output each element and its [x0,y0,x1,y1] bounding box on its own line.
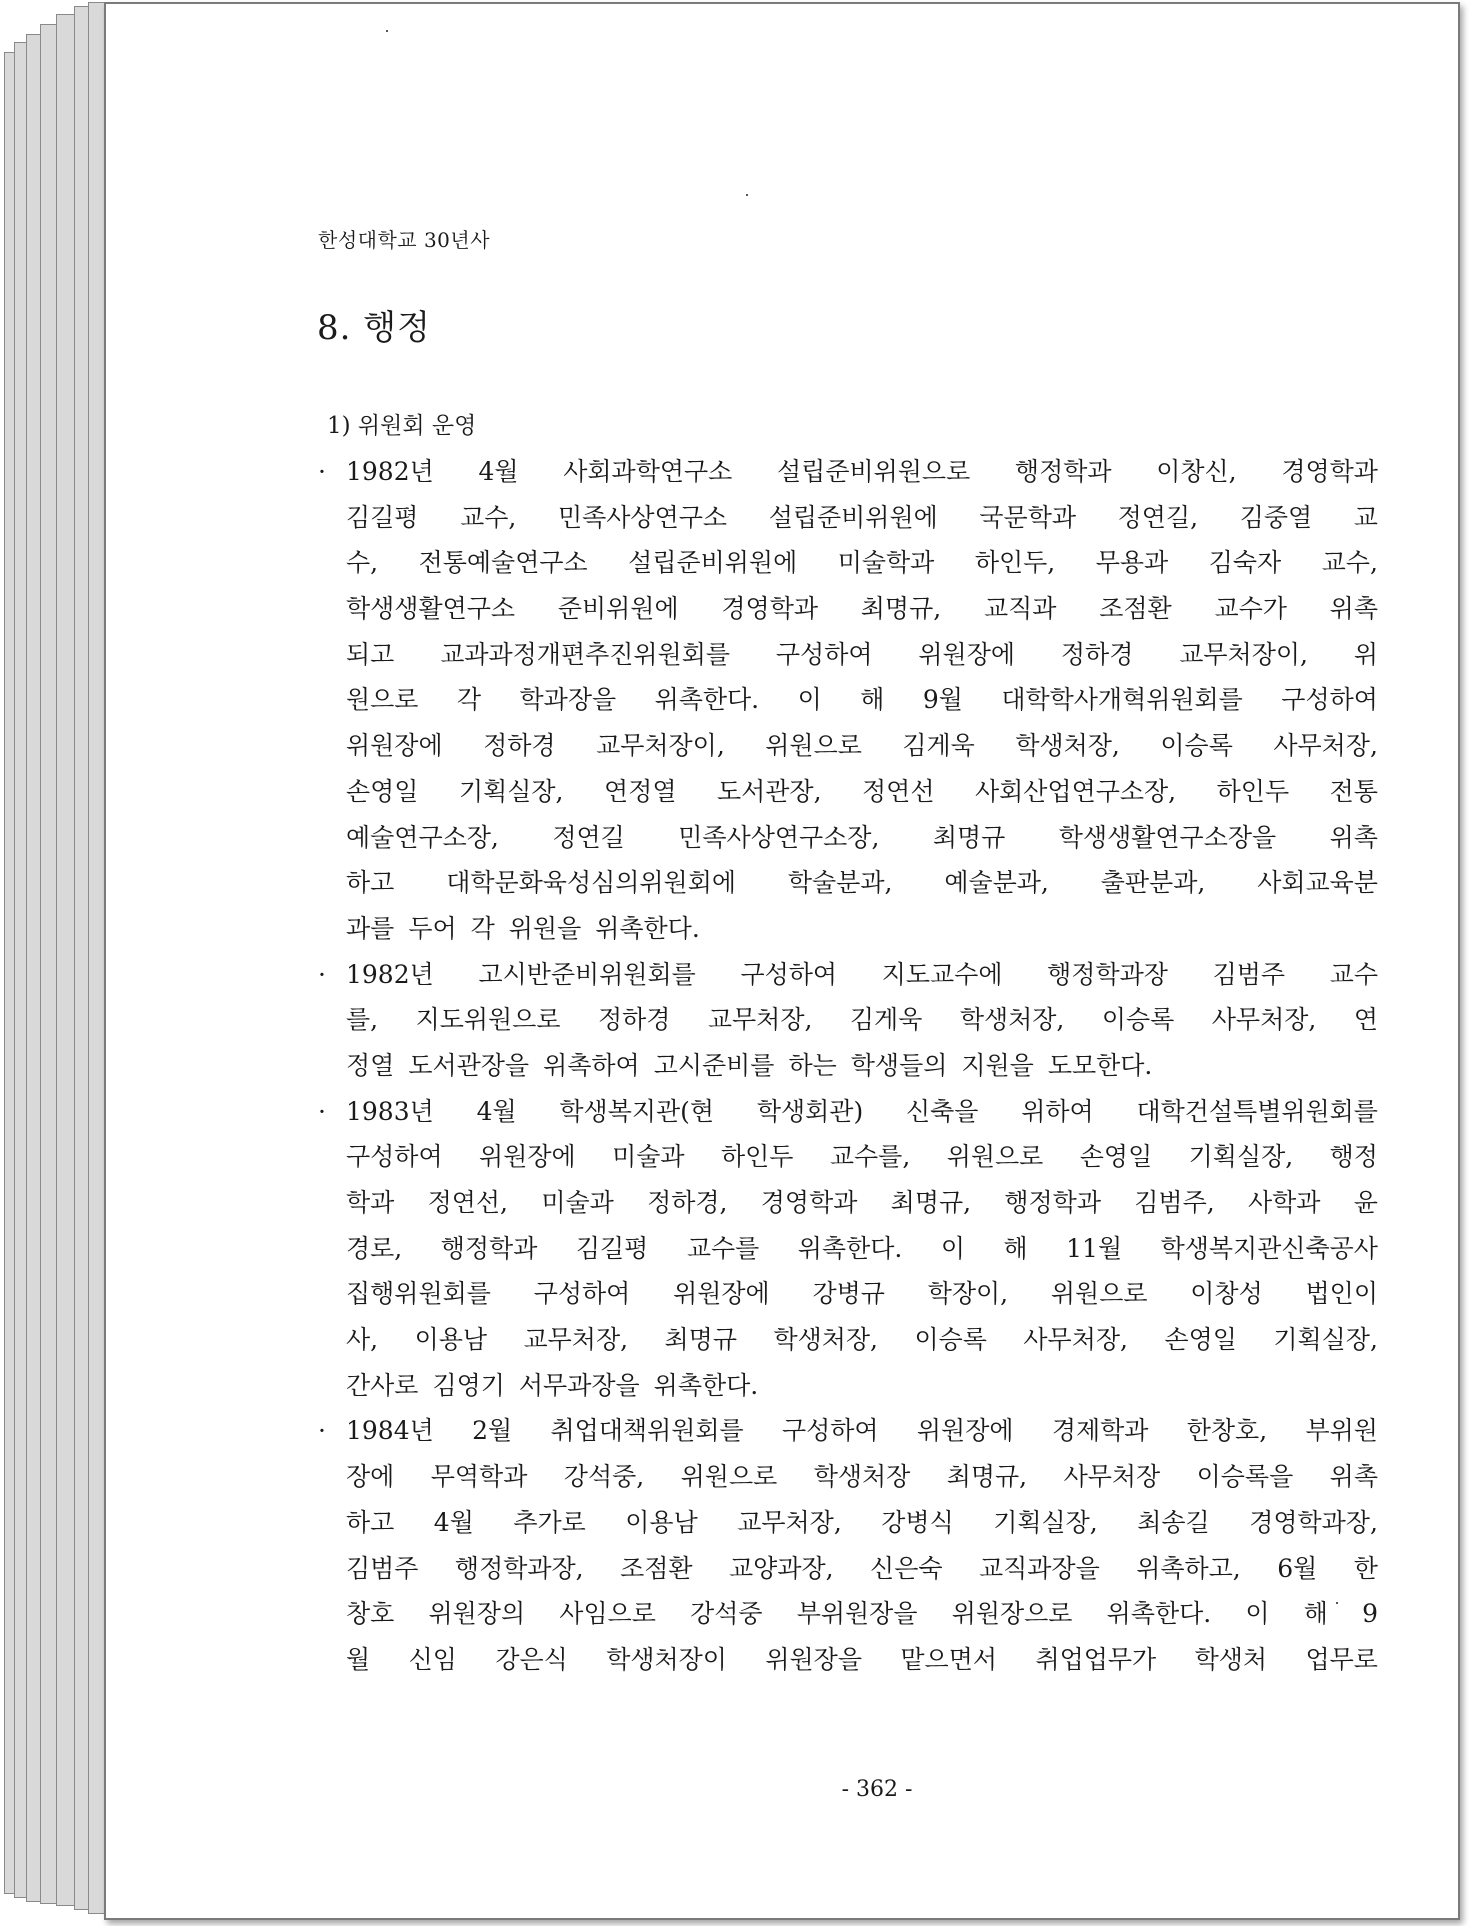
text-line [318,952,1378,998]
word: 수, [346,548,379,578]
word: 위촉한다. [797,1233,903,1263]
word: 장에 [346,1462,395,1492]
word: 교직과장을 [978,1553,1100,1583]
word: 손영일 [1079,1142,1153,1172]
page-content [106,4,1458,1918]
text-line [318,495,1378,541]
word: 김길평 [575,1233,649,1263]
word: 예술연구소장, [346,822,499,852]
word: 정연선 [862,776,935,806]
word: 사회교육분 [1257,868,1378,898]
word: 김범주, [1134,1188,1215,1217]
word: 교무처장이, [596,731,725,761]
word: 해 [1003,1233,1028,1263]
body-text [318,449,1378,1683]
word: 신임 [408,1644,457,1674]
word: 교무처장이, [1179,639,1308,669]
word: 강병식 [881,1507,954,1537]
word: 학생처 [1194,1644,1268,1674]
word: 해 [1303,1599,1328,1629]
word: 최송길 [1137,1507,1210,1537]
word: 미술과 [612,1142,685,1172]
scan-speck [386,30,388,32]
word: 전통예술연구소 [418,548,588,578]
word: 최명규, [860,594,942,624]
word: 부위원장을 [796,1599,918,1629]
text-line [318,1408,1378,1454]
text-line [318,1317,1378,1363]
text-line [318,586,1378,632]
word: 교수를 [686,1233,760,1263]
text-line [318,1134,1378,1180]
word: 고시준비를 [653,1050,775,1080]
word: 교수가 [1214,594,1287,624]
word: 위원으로 [680,1462,778,1492]
word: 각 [470,913,495,943]
bullet-mark: · [318,959,326,989]
word: 최명규, [890,1188,972,1217]
text-line [318,1271,1378,1317]
word: 미술학과 [837,548,935,578]
word: 도모한다. [1047,1050,1153,1080]
word: 경로, [346,1233,403,1263]
text-line [318,815,1378,861]
word: 기획실장, [993,1507,1098,1537]
word: 기획실장, [1188,1142,1294,1172]
word: 정하경 [597,1005,671,1035]
word: 지원을 [961,1050,1034,1080]
word: 연정열 [604,776,677,806]
word: 9월 [922,685,963,715]
word: 손영일 [1164,1325,1237,1355]
word: 예술분과, [944,868,1049,898]
bullet-paragraph [318,952,1378,1089]
word: 교수를, [829,1142,911,1172]
word: 위촉한다. [595,913,700,943]
word: 학생복지관신축공사 [1160,1233,1378,1263]
word: 교수, [1321,548,1378,578]
word: 구성하여 [1281,685,1378,715]
word: 를, [346,1005,379,1035]
word: 지도위원으로 [415,1005,561,1035]
word: 위원장으로 [951,1599,1073,1629]
word: 경영학과 [721,594,818,624]
word: 위원장에 [479,1142,576,1172]
word: 이창성 [1190,1279,1263,1309]
word: 위촉 [1329,594,1378,624]
word: 교 [1353,502,1378,532]
word: 신은숙 [870,1553,943,1583]
word: 최명규 [664,1325,737,1355]
word: 이승록 [1160,731,1233,761]
word: 행정학과장, [454,1553,584,1583]
text-line [318,1363,1378,1409]
word: 정하경, [647,1188,728,1217]
word: 정연선, [427,1188,509,1217]
word: 도서관장, [716,776,822,806]
running-head: 한성대학교 30년사 [318,228,491,252]
word: 학생처장, [773,1325,879,1355]
word: 위원을 [508,913,582,943]
word: 학과장을 [519,685,617,715]
word: 집행위원회를 [346,1279,491,1309]
word: 교과과정개편추진위원회를 [440,639,731,669]
word: 하인두, [974,548,1056,578]
word: 조점환 [1099,594,1172,624]
text-line [318,1180,1378,1226]
word: 강병규 [812,1279,885,1309]
word: 창호 [346,1599,395,1629]
word: 사무처장, [1023,1325,1128,1355]
word: 추가로 [513,1507,586,1537]
word: 설립준비위원에 [628,548,798,578]
word: 경영학과장, [1249,1507,1378,1537]
word: 9 [1362,1599,1378,1629]
bullet-paragraph [318,1408,1378,1682]
word: 사임으로 [559,1599,656,1629]
line-text: 1983년 4월 학생복지관(현 학생회관) 신축을 위하여 대학건설특별위원회를 [346,1096,1378,1126]
word: 사무처장, [1273,731,1378,761]
word: 정연길, [1117,502,1199,532]
word: 위촉하여 [543,1050,640,1080]
word: 김범주 [346,1553,419,1583]
word: 이 [940,1233,965,1263]
text-line [318,632,1378,678]
word: 강석중 [690,1599,763,1629]
text-line [318,723,1378,769]
text-line [318,1500,1378,1546]
word: 한 [1353,1553,1378,1583]
word: 이용남 [414,1325,488,1355]
word: 김영기 [432,1370,505,1400]
word: 사무처장 [1063,1462,1161,1492]
word: 정연길 [552,822,625,852]
word: 이 [797,685,822,715]
word: 되고 [346,639,395,669]
word: 6월 [1277,1553,1318,1583]
word: 위원장의 [428,1599,526,1629]
word: 학생처장이 [606,1644,727,1674]
document-page [104,2,1460,1920]
word: 윤 [1353,1188,1378,1217]
word: 이용남 [625,1507,698,1537]
word: 월 [346,1644,371,1674]
word: 이 [1245,1599,1270,1629]
word: 교무처장, [737,1507,842,1537]
word: 김숙자 [1208,548,1282,578]
word: 위촉한다. [653,1370,759,1400]
word: 위원으로 [765,731,862,761]
word: 간사로 [346,1370,419,1400]
text-line [318,1043,1378,1089]
word: 교직과 [983,594,1057,624]
word: 설립준비위원에 [768,502,938,532]
text-line [318,1454,1378,1500]
word: 출판분과, [1100,868,1206,898]
word: 무역학과 [430,1462,528,1492]
word: 기획실장, [1273,1325,1378,1355]
word: 서무과장을 [518,1370,640,1400]
word: 위촉한다. [654,685,760,715]
text-line [318,449,1378,495]
word: 하인두 [720,1142,794,1172]
word: 도서관장을 [408,1050,530,1080]
word: 구성하여 [346,1142,443,1172]
word: 사무처장, [1211,1005,1317,1035]
word: 교무처장, [523,1325,629,1355]
word: 위 [1353,639,1378,669]
word: 민족사상연구소 [557,502,728,532]
word: 원으로 [346,685,419,715]
text-line [318,677,1378,723]
word: 대학학사개혁위원회를 [1001,685,1243,715]
word: 교양과장, [729,1553,834,1583]
word: 김게욱 [902,731,975,761]
page-number: - 362 - [841,1777,913,1802]
line-text: 1982년 고시반준비위원회를 구성하여 지도교수에 행정학과장 김범주 교수 [346,959,1378,989]
text-line [318,540,1378,586]
word: 학생처장, [1015,731,1120,761]
line-text: 1982년 4월 사회과학연구소 설립준비위원으로 행정학과 이창신, 경영학과 [346,457,1378,486]
word: 업무로 [1305,1644,1378,1674]
scan-speck [746,194,748,196]
word: 김게욱 [849,1005,923,1035]
word: 학생처장 [813,1462,911,1492]
word: 학술분과, [787,868,893,898]
bullet-mark: · [318,457,326,486]
bullet-mark: · [318,1096,326,1126]
word: 과를 [346,913,395,943]
word: 미술과 [541,1188,614,1217]
text-line [318,769,1378,815]
word: 구성하여 [775,639,873,669]
subsection-heading: 1) 위원회 운영 [327,413,477,439]
word: 학생생활연구소장을 [1058,822,1277,852]
word: 김길평 [346,502,419,532]
word: 4월 [433,1507,474,1537]
word: 하고 [346,1507,395,1537]
word: 전통 [1329,776,1378,806]
word: 위촉하고, [1136,1553,1241,1583]
word: 교수, [460,502,517,532]
word: 위원장에 [346,731,443,761]
text-line [318,997,1378,1043]
text-line [318,1637,1378,1683]
word: 위원으로 [946,1142,1044,1172]
word: 학과 [346,1188,395,1217]
word: 위촉 [1329,822,1378,852]
text-line [318,1591,1378,1637]
word: 이승록 [1101,1005,1175,1035]
word: 정하경 [483,731,556,761]
word: 해 [860,685,885,715]
word: 맡으면서 [900,1644,998,1674]
word: 취업업무가 [1035,1644,1157,1674]
word: 위원장에 [918,639,1016,669]
word: 민족사상연구소장, [678,822,880,852]
word: 사회산업연구소장, [974,776,1177,806]
bullet-paragraph [318,1089,1378,1409]
word: 행정 [1329,1142,1378,1172]
word: 학장이, [927,1279,1009,1309]
word: 위원장에 [673,1279,770,1309]
word: 두어 [408,913,457,943]
word: 위원장을 [765,1644,862,1674]
word: 최명규, [946,1462,1028,1492]
word: 11월 [1066,1233,1123,1263]
word: 구성하여 [533,1279,631,1309]
word: 이승록을 [1196,1462,1294,1492]
word: 각 [456,685,482,715]
word: 사학과 [1247,1188,1321,1217]
word: 국문학과 [979,502,1076,532]
text-line [318,860,1378,906]
word: 연 [1353,1005,1378,1035]
word: 하고 [346,868,395,898]
word: 무용과 [1095,548,1169,578]
word: 사, [346,1325,379,1355]
word: 위촉 [1329,1462,1378,1492]
word: 행정학과 [1004,1188,1101,1217]
word: 최명규 [932,822,1006,852]
word: 손영일 [346,776,419,806]
word: 김중열 [1239,502,1313,532]
bullet-paragraph [318,449,1378,952]
word: 법인이 [1305,1279,1378,1309]
text-line [318,906,1378,952]
word: 이승록 [914,1325,987,1355]
section-title: 8. 행정 [317,308,431,348]
word: 위촉한다. [1106,1599,1212,1629]
word: 조점환 [620,1553,693,1583]
word: 학생처장, [959,1005,1065,1035]
word: 하는 [788,1050,837,1080]
word: 위원으로 [1050,1279,1148,1309]
word: 정열 [346,1050,395,1080]
text-line [318,1226,1378,1272]
word: 기획실장, [458,776,564,806]
word: 학생생활연구소 [346,594,516,624]
word: 강은식 [495,1644,568,1674]
word: 교무처장, [707,1005,813,1035]
word: 정하경 [1060,639,1134,669]
word: 강석중, [563,1462,645,1492]
word: 준비위원에 [557,594,679,624]
word: 하인두 [1216,776,1290,806]
line-text: 1984년 2월 취업대책위원회를 구성하여 위원장에 경제학과 한창호, 부위원 [346,1416,1378,1446]
text-line [318,1089,1378,1135]
bullet-mark: · [318,1416,326,1446]
word: 대학문화육성심의위원회에 [446,868,736,898]
word: 행정학과 [440,1233,538,1263]
word: 학생들의 [850,1050,948,1080]
word: 경영학과 [760,1188,858,1217]
text-line [318,1546,1378,1592]
